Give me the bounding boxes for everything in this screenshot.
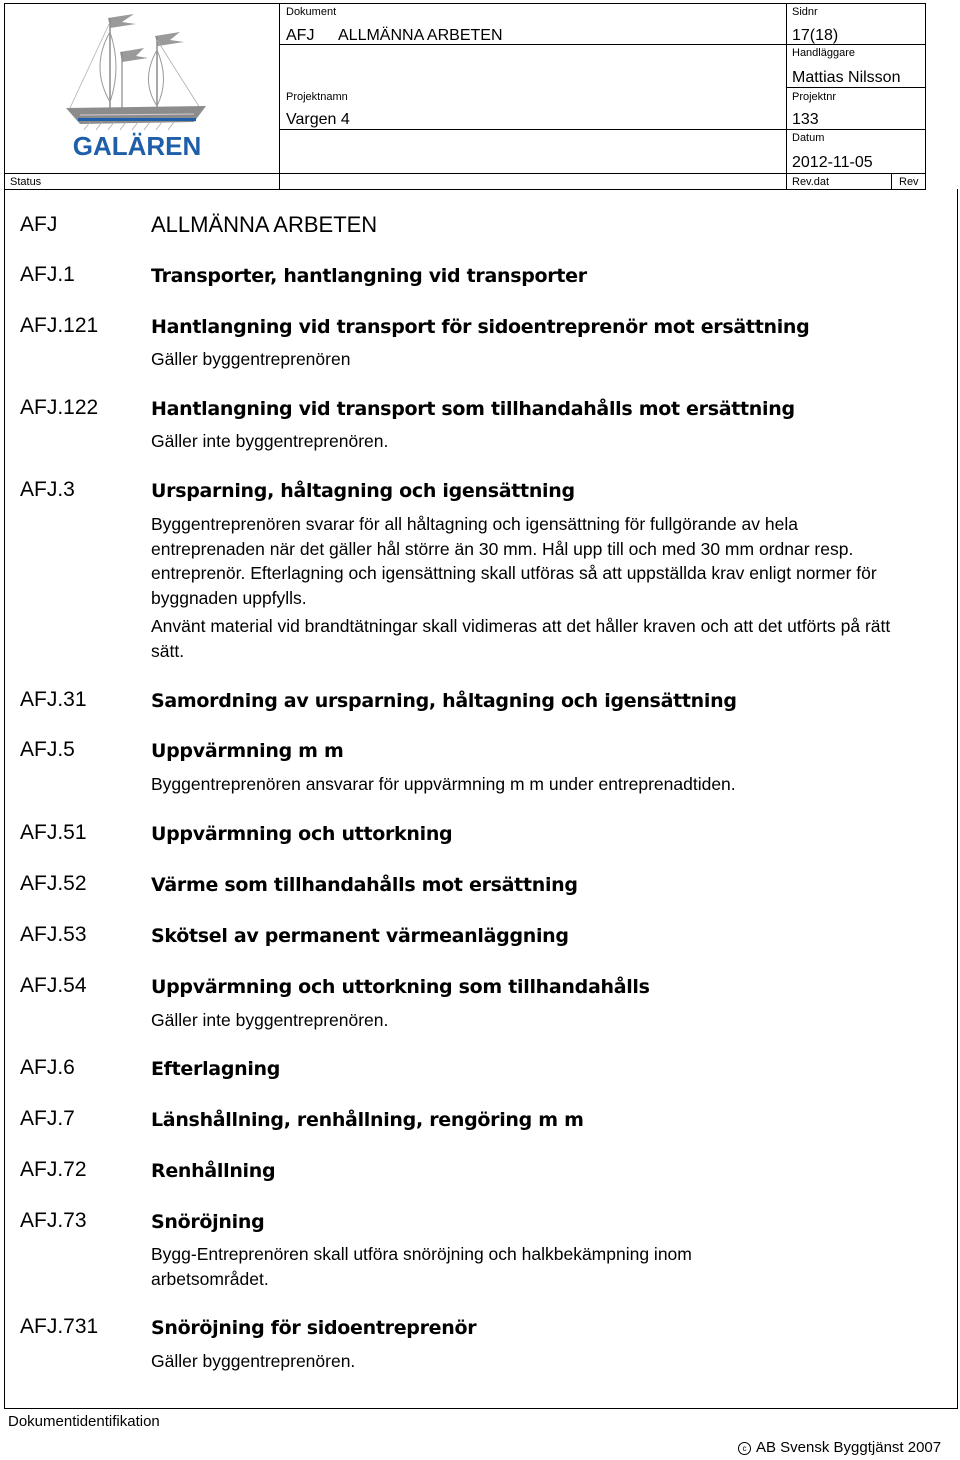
section-body: Gäller byggentreprenören xyxy=(151,349,351,369)
section-code: AFJ.122 xyxy=(20,396,99,419)
section-title: Samordning av ursparning, håltagning och igensättning xyxy=(151,690,737,712)
section-title: Värme som tillhandahålls mot ersättning xyxy=(151,874,578,896)
section-code: AFJ.52 xyxy=(20,872,87,895)
rev-label: Rev xyxy=(899,176,919,188)
dokument-label: Dokument xyxy=(286,6,337,18)
section-code: AFJ.121 xyxy=(20,314,99,337)
ship-logo-icon xyxy=(60,12,210,162)
revdat-label: Rev.dat xyxy=(792,176,830,188)
section-body: Bygg-Entreprenören skall utföra snöröjning och halkbekämpning inom arbetsområdet. xyxy=(151,1244,692,1289)
section-title: Renhållning xyxy=(151,1160,276,1182)
copyright xyxy=(738,1439,941,1457)
status-label: Status xyxy=(10,176,42,188)
projektnr-label: Projektnr xyxy=(792,91,837,103)
section-title: Uppvärmning och uttorkning xyxy=(151,823,453,845)
section-code: AFJ.53 xyxy=(20,923,87,946)
section-title: Snöröjning för sidoentreprenör xyxy=(151,1317,477,1339)
section-code: AFJ.54 xyxy=(20,974,87,997)
doc-id-label: Dokumentidentifikation xyxy=(8,1413,160,1430)
galaren-logo xyxy=(60,12,210,162)
dokument-code: AFJ xyxy=(286,27,315,44)
section-body: Gäller inte byggentreprenören. xyxy=(151,1010,389,1030)
section-title-afj: ALLMÄNNA ARBETEN xyxy=(151,212,378,237)
section-code: AFJ.31 xyxy=(20,688,87,711)
section-body: Byggentreprenören svarar för all håltagning och igensättning för fullgörande av hela entreprenaden när det gäller hål större än 30 mm. Hål upp till och med 30 mm ordnar resp. entreprenör. Efterlagning och igensättning skall utföras så att uppställda krav enligt normer för byggnaden uppfylls. Använt material vid brandtätningar skall vidimeras att det håller kraven och att det utförts på rätt sätt. xyxy=(151,514,891,661)
section-code: AFJ.6 xyxy=(20,1056,75,1079)
copyright-text: AB Svensk Byggtjänst 2007 xyxy=(756,1439,942,1456)
section-title: Hantlangning vid transport för sidoentreprenör mot ersättning xyxy=(151,316,810,338)
sidnr-label: Sidnr xyxy=(792,6,818,18)
sidnr-value: 17(18) xyxy=(792,27,839,44)
section-body: Byggentreprenören ansvarar för uppvärmning m m under entreprenadtiden. xyxy=(151,774,736,794)
projektnr-value: 133 xyxy=(792,111,819,128)
projektnamn-label: Projektnamn xyxy=(286,91,348,103)
section-title: Efterlagning xyxy=(151,1058,281,1080)
handlaggare-label: Handläggare xyxy=(792,47,855,59)
section-title: Länshållning, renhållning, rengöring m m xyxy=(151,1109,584,1131)
section-code: AFJ.1 xyxy=(20,263,75,286)
section-title: Uppvärmning m m xyxy=(151,740,344,762)
section-code: AFJ.7 xyxy=(20,1107,75,1130)
section-title: Transporter, hantlangning vid transporter xyxy=(151,265,587,287)
logo-text: GALÄREN xyxy=(72,131,202,161)
dokument-title: ALLMÄNNA ARBETEN xyxy=(338,27,503,44)
section-title: Ursparning, håltagning och igensättning xyxy=(151,480,575,502)
section-body: Gäller byggentreprenören. xyxy=(151,1351,356,1371)
section-code: AFJ.5 xyxy=(20,738,75,761)
section-code-afj: AFJ xyxy=(20,213,58,236)
section-title: Uppvärmning och uttorkning som tillhandahålls xyxy=(151,976,650,998)
projektnamn-value: Vargen 4 xyxy=(286,111,350,128)
section-code: AFJ.51 xyxy=(20,821,87,844)
datum-value: 2012-11-05 xyxy=(792,154,873,171)
datum-label: Datum xyxy=(792,132,825,144)
section-title: Snöröjning xyxy=(151,1211,265,1233)
section-title: Skötsel av permanent värmeanläggning xyxy=(151,925,569,947)
section-code: AFJ.731 xyxy=(20,1315,99,1338)
handlaggare-value: Mattias Nilsson xyxy=(792,69,901,86)
section-body: Gäller inte byggentreprenören. xyxy=(151,431,389,451)
section-code: AFJ.72 xyxy=(20,1158,87,1181)
section-code: AFJ.3 xyxy=(20,478,75,501)
copyright-icon: c xyxy=(738,1442,751,1455)
section-title: Hantlangning vid transport som tillhandahålls mot ersättning xyxy=(151,398,795,420)
section-code: AFJ.73 xyxy=(20,1209,87,1232)
